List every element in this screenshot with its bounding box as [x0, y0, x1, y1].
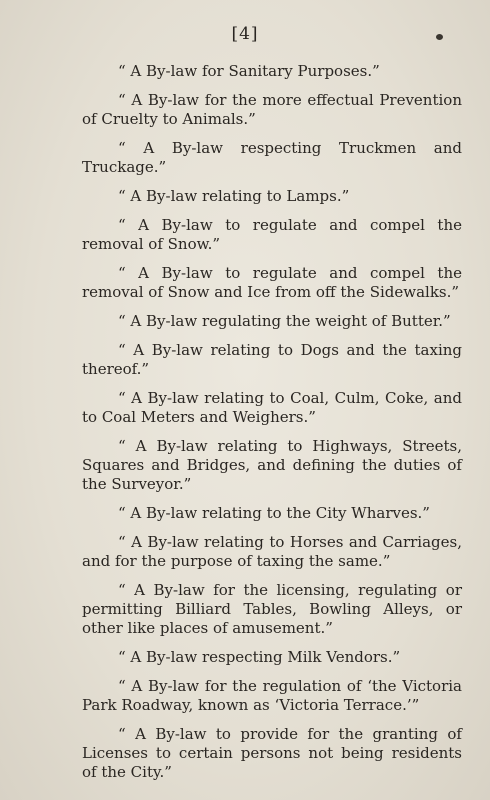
- bylaw-entry: “ A By-law for Sanitary Purposes.”: [118, 62, 380, 80]
- bylaw-entry: “ A By-law for the regulation of ‘the Victoria Park Roadway, known as ‘Victoria Terrace.’”: [82, 677, 462, 714]
- bylaw-entry: “ A By-law relating to Horses and Carriages, and for the purpose of taxing the same.”: [82, 533, 462, 570]
- bylaw-entry: “ A By-law relating to Highways, Streets, Squares and Bridges, and defining the duties of the Surveyor.”: [82, 437, 462, 493]
- bylaw-entry: “ A By-law for the licensing, regulating or permitting Billiard Tables, Bowling Alleys, or other like places of amusement.”: [82, 581, 462, 637]
- bylaw-entry: “ A By-law to regulate and compel the removal of Snow.”: [82, 216, 462, 253]
- bylaw-entry: “ A By-law relating to Lamps.”: [118, 187, 350, 205]
- bylaw-entry: “ A By-law relating to Dogs and the taxing thereof.”: [82, 341, 462, 378]
- bylaw-entry: “ A By-law relating to Coal, Culm, Coke, and to Coal Meters and Weighers.”: [82, 389, 462, 426]
- bylaw-entry: “ A By-law for the more effectual Prevention of Cruelty to Animals.”: [82, 91, 462, 128]
- bylaw-entry: “ A By-law to provide for the granting of Licenses to certain persons not being residents of the City.”: [82, 725, 462, 781]
- bylaw-entry: “ A By-law relating to the City Wharves.”: [118, 504, 430, 522]
- bylaw-list: [82, 62, 462, 792]
- bylaw-entry: “ A By-law to regulate and compel the removal of Snow and Ice from off the Sidewalks.”: [82, 264, 462, 301]
- bylaw-entry: “ A By-law respecting Truckmen and Truckage.”: [82, 139, 462, 176]
- ink-spot: [436, 34, 443, 40]
- bylaw-entry: “ A By-law regulating the weight of Butter.”: [118, 312, 451, 330]
- page-number: [4]: [231, 24, 259, 44]
- bylaw-entry: “ A By-law respecting Milk Vendors.”: [118, 648, 401, 666]
